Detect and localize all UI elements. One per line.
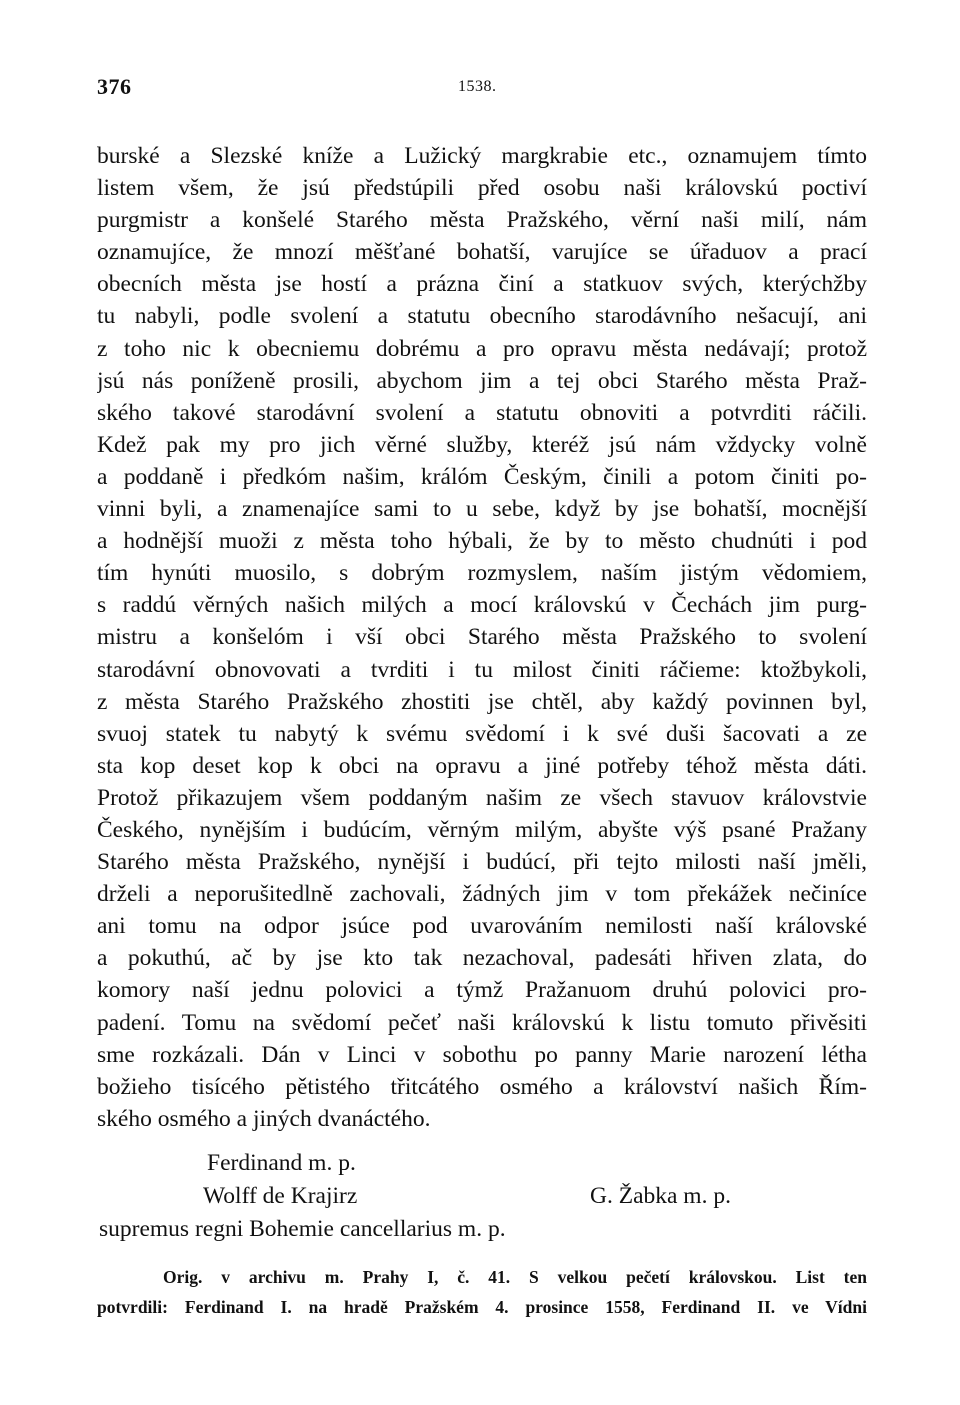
archival-note	[97, 1262, 867, 1322]
text-line: tím hynúti muosilo, s dobrým rozmyslem, naším jistým vědomiem,	[97, 560, 867, 587]
note-line: potvrdili: Ferdinand I. na hradě Pražském 4. prosince 1558, Ferdinand II. ve Vídni	[97, 1297, 867, 1317]
text-line: padení. Tomu na svědomí pečeť naši královskú k listu tomuto přivěsiti	[97, 1009, 867, 1036]
text-line: purgmistr a konšelé Starého města Pražského, věrní naši milí, nám	[97, 207, 867, 234]
note-line: Orig. v archivu m. Prahy I, č. 41. S velkou pečetí královskou. List ten	[163, 1267, 867, 1287]
text-line: božieho tisícého pětistého třitcátého osmého a království našich Řím-	[97, 1073, 867, 1100]
text-line: Českého, nynějším i budúcím, věrným milým, abyšte výš psané Pražany	[97, 816, 867, 843]
text-line: z toho nic k obecniemu dobrému a pro opravu města nedávají; protož	[97, 335, 867, 362]
text-line: Protož přikazujem všem poddaným našim ze všech stavuov královstvie	[97, 784, 867, 811]
text-line: s raddú věrných našich milých a mocí královskú v Čechách jim purg-	[97, 592, 867, 619]
text-line: mistru a konšelóm i vší obci Starého města Pražského to svolení	[97, 624, 867, 651]
signature-wolff: Wolff de Krajirz	[203, 1183, 358, 1209]
text-line: jsú nás poníženě prosili, abychom jim a tej obci Starého města Praž-	[97, 367, 867, 394]
signature-king: Ferdinand m. p.	[207, 1150, 356, 1176]
signature-zabka: G. Žabka m. p.	[590, 1183, 731, 1209]
text-line: burské a Slezské kníže a Lužický margkrabie etc., oznamujem tímto	[97, 143, 867, 169]
running-head-year: 1538.	[458, 78, 497, 95]
text-line: z města Starého Pražského zhostiti jse chtěl, aby každý povinnen byl,	[97, 688, 867, 715]
text-line: a hodnější muoži z města toho hýbali, že by to město chudnúti i pod	[97, 528, 867, 555]
text-line: ského osmého a jiných dvanáctého.	[97, 1105, 431, 1132]
text-line: starodávní obnovovati a tvrditi i tu milost činiti ráčieme: ktožbykoli,	[97, 656, 867, 683]
text-line: komory naší jednu polovici a týmž Pražanuom druhú polovici pro-	[97, 977, 867, 1004]
text-line: Starého města Pražského, nynější i budúcí, při tejto milosti naší jměli,	[97, 849, 867, 876]
text-line: oznamujíce, že mnozí měšťané bohatší, varujíce se úřaduov a prací	[97, 239, 867, 266]
text-line: ského takové starodávní svolení a statutu obnoviti a potvrditi ráčili.	[97, 399, 867, 426]
text-line: drželi a neporušitedlně zachovali, žádných jim v tom překážek nečiníce	[97, 881, 867, 908]
text-line: Kdež pak my pro jich věrné služby, kteréž jsú nám vždycky volně	[97, 431, 867, 458]
text-line: vinni byli, a znamenajíce sami to u sebe, když by jse bohatší, mocnější	[97, 496, 867, 523]
signature-chancellor: supremus regni Bohemie cancellarius m. p.	[99, 1216, 506, 1242]
text-line: ani tomu na odpor jsúce pod uvarováním nemilosti naší královské	[97, 913, 867, 940]
text-line: sme rozkázali. Dán v Linci v sobothu po panny Marie narození létha	[97, 1041, 867, 1068]
page-number: 376	[97, 74, 132, 99]
text-line: a pokuthú, ač by jse kto tak nezachoval, padesáti hřiven zlata, do	[97, 945, 867, 972]
text-line: listem všem, že jsú předstúpili před osobu naši královskú poctiví	[97, 175, 867, 202]
text-line: tu nabyli, podle svolení a statutu obecního starodávního nešacují, ani	[97, 303, 867, 330]
text-line: svuoj statek tu nabytý k svému svědomí i k své duši šacovati a ze	[97, 720, 867, 747]
charter-text	[97, 140, 867, 1135]
signature-block	[0, 1150, 960, 1250]
text-line: obecních města jse hostí a prázna činí a statkuov svých, kterýchžby	[97, 271, 867, 298]
text-line: sta kop deset kop k obci na opravu a jiné potřeby téhož města dáti.	[97, 752, 867, 779]
text-line: a poddaně i předkóm našim, králóm Českým, činili a potom činiti po-	[97, 463, 867, 490]
